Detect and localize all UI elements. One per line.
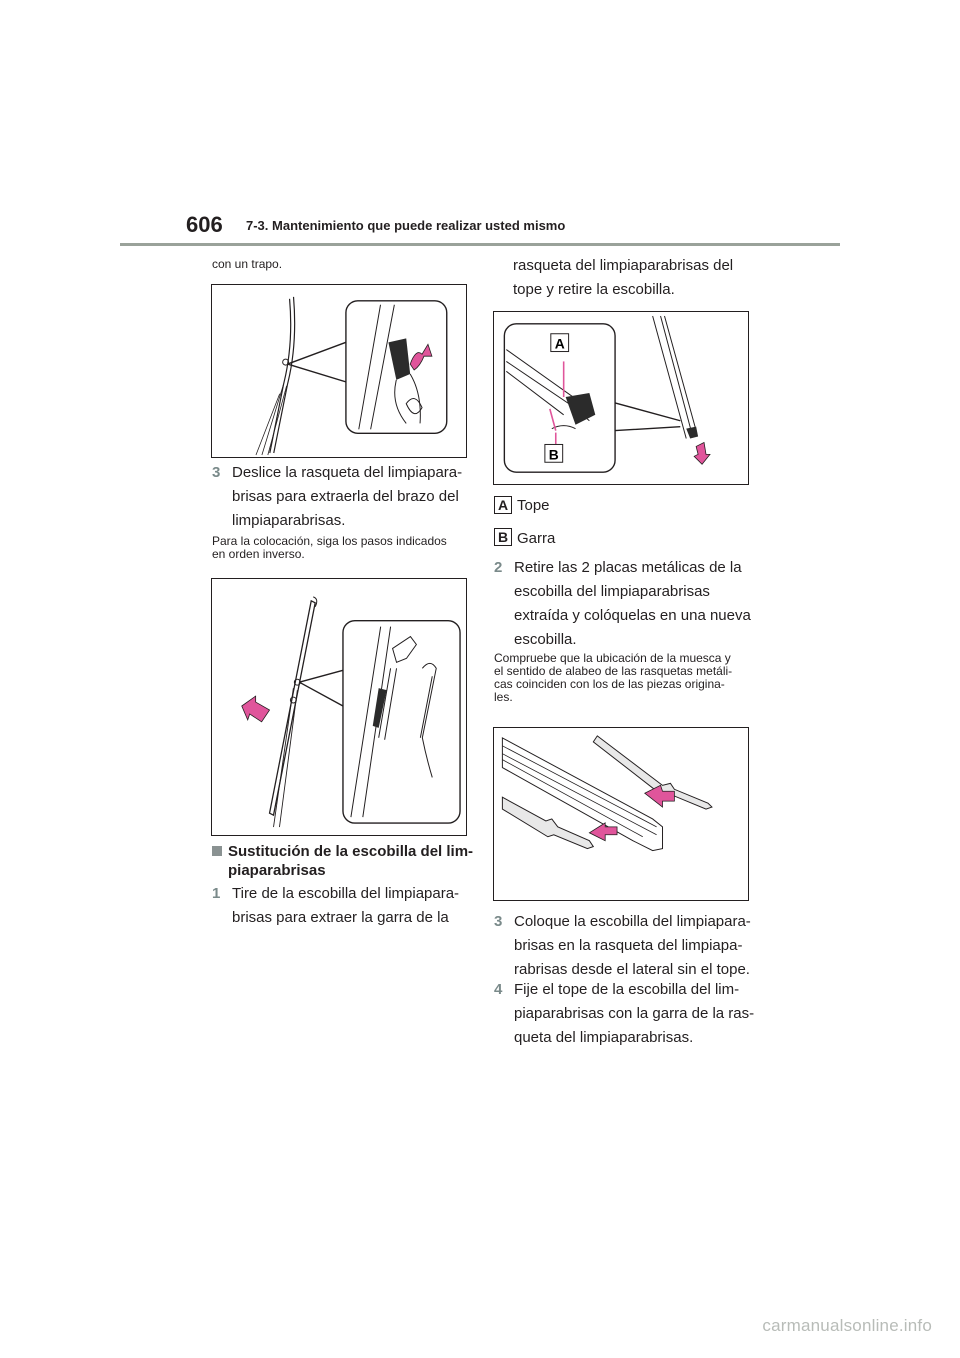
fig-label-a: A: [554, 335, 565, 352]
step-number: 3: [494, 913, 503, 930]
step-text-line: Coloque la escobilla del limpiapara-: [514, 913, 751, 930]
figure-metal-plates: [493, 727, 749, 901]
page-number: 606: [186, 212, 223, 237]
heading-line: piaparabrisas: [228, 862, 326, 879]
step-text-line: Deslice la rasqueta del limpiapara-: [232, 464, 463, 481]
figure-stopper-claw: [493, 311, 749, 485]
section-bullet: [212, 846, 222, 856]
label-a-text: Tope: [517, 497, 550, 514]
step-text-line: escobilla.: [514, 631, 577, 648]
step-text-line: limpiaparabrisas.: [232, 512, 346, 529]
step-1-pull-blade: [212, 882, 472, 934]
step-text-line: piaparabrisas con la garra de la ras-: [514, 1005, 755, 1022]
step-text-line: extraída y colóquelas en una nueva: [514, 607, 751, 624]
label-b-text: Garra: [517, 530, 556, 547]
metal-plates-illustration: [494, 728, 748, 900]
figure-wiper-arm-release: [211, 284, 467, 458]
note-line: Compruebe que la ubicación de la muesca y: [494, 651, 731, 665]
note-line: el sentido de alabeo de las rasquetas metáli-: [494, 664, 733, 678]
step-number: 2: [494, 559, 503, 576]
step-2-remove-plates: [494, 556, 764, 656]
step-text-line: Tire de la escobilla del limpiapara-: [232, 885, 460, 902]
section-heading: [228, 842, 473, 880]
label-a-box: A: [494, 496, 512, 514]
step-text-line: Fije el tope de la escobilla del lim-: [514, 981, 740, 998]
wiper-arm-illustration: [212, 285, 466, 457]
note-line: cas coinciden con los de las piezas origina-: [494, 677, 725, 691]
step-text-line: escobilla del limpiaparabrisas: [514, 583, 710, 600]
step-number: 1: [212, 885, 221, 902]
note-installation: [212, 535, 447, 561]
blade-removal-illustration: [212, 579, 466, 835]
note-check-notch: [494, 652, 732, 704]
heading-line: Sustitución de la escobilla del lim-: [228, 843, 474, 860]
note-line: en orden inverso.: [212, 547, 305, 561]
step-3-insert-blade: [494, 910, 764, 986]
stopper-claw-illustration: [494, 312, 748, 484]
text-line: tope y retire la escobilla.: [513, 281, 675, 298]
step-text-line: brisas en la rasqueta del limpiapa-: [514, 937, 743, 954]
step-3-slide-blade: [212, 461, 472, 537]
fig-label-b: B: [548, 446, 559, 463]
step-text-line: brisas para extraer la garra de la: [232, 909, 449, 926]
step-number: 3: [212, 464, 221, 481]
watermark: carmanualsonline.info: [762, 1316, 932, 1335]
step-number: 4: [494, 981, 503, 998]
step-1-continuation: [513, 254, 733, 302]
step-text-line: Retire las 2 placas metálicas de la: [514, 559, 742, 576]
step-text-line: queta del limpiaparabrisas.: [514, 1029, 694, 1046]
step-4-fix-stopper: [494, 978, 764, 1054]
text-line: rasqueta del limpiaparabrisas del: [513, 257, 734, 274]
figure-blade-removal: [211, 578, 467, 836]
note-line: Para la colocación, siga los pasos indicados: [212, 534, 447, 548]
step-text-line: rabrisas desde el lateral sin el tope.: [514, 961, 750, 978]
label-b-box: B: [494, 528, 512, 546]
header-rule: [120, 243, 840, 246]
section-title: 7-3. Mantenimiento que puede realizar usted mismo: [246, 218, 566, 233]
note-line: les.: [494, 690, 513, 704]
intro-text: con un trapo.: [212, 257, 283, 271]
step-text-line: brisas para extraerla del brazo del: [232, 488, 459, 505]
